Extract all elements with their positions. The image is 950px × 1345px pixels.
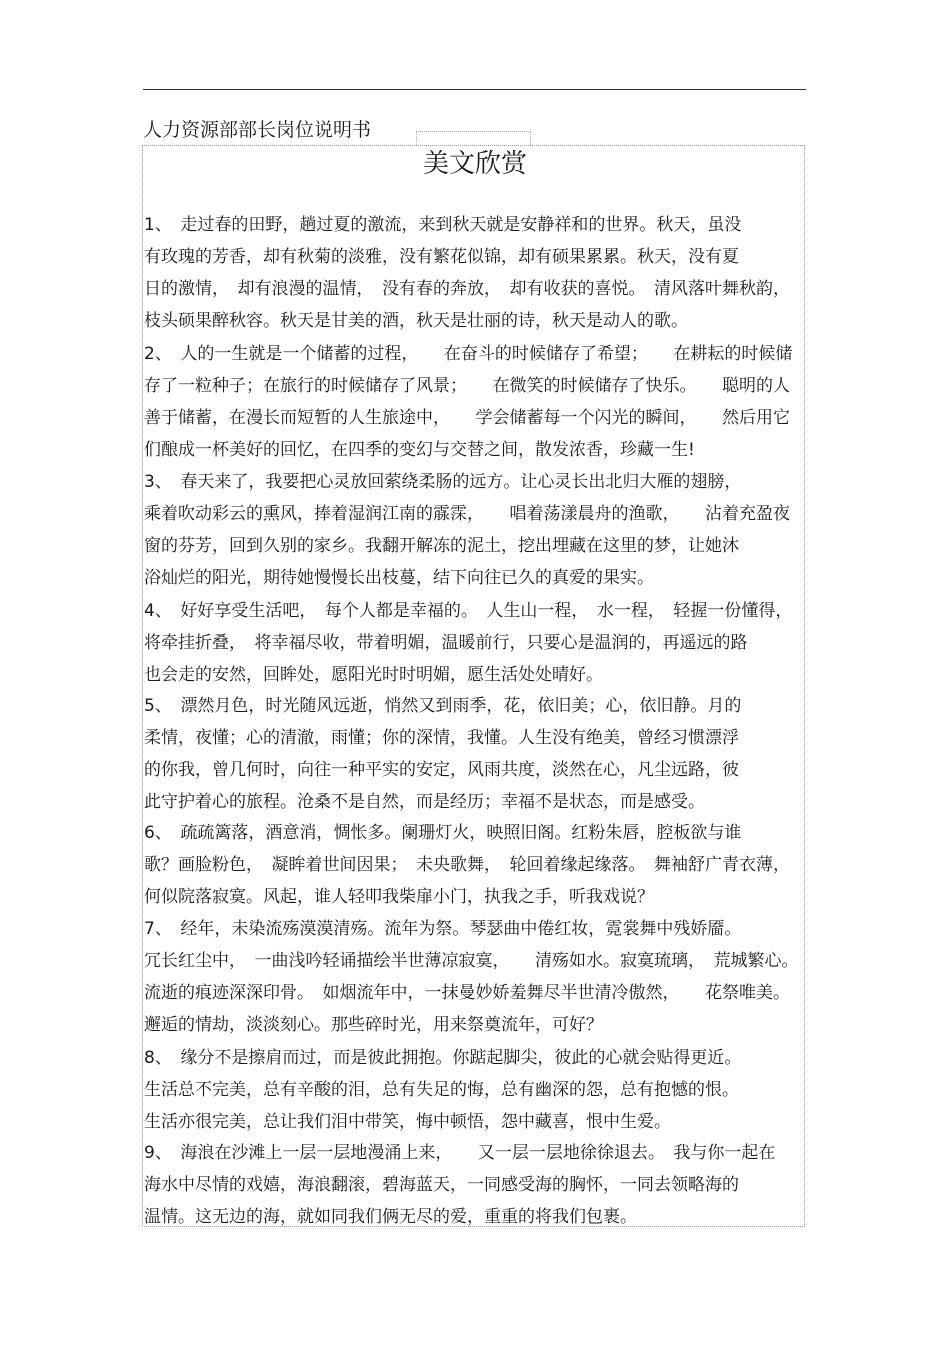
paragraph-line: 柔情，夜懂；心的清澈，雨懂；你的深情，我懂。人生没有绝美，曾经习惯漂浮 <box>144 728 739 748</box>
paragraph-line: 枝头硕果醉秋容。秋天是甘美的酒，秋天是壮丽的诗，秋天是动人的歌。 <box>144 311 688 331</box>
paragraph-line: 海水中尽情的戏嬉，海浪翻滚，碧海蓝天，一同感受海的胸怀，一同去领略海的 <box>144 1175 739 1195</box>
paragraph-line: 窗的芬芳，回到久别的家乡。我翻开解冻的泥土，挖出埋藏在这里的梦，让她沐 <box>144 536 739 556</box>
paragraph-line: 的你我，曾几何时，向往一种平实的安定，风雨共度，淡然在心，凡尘远路，彼 <box>144 760 739 780</box>
paragraph-line: 歌？画脸粉色， 凝眸着世间因果； 未央歌舞， 轮回着缘起缘落。 舞袖舒广青衣薄， <box>144 855 790 875</box>
paragraph-line: 冗长红尘中， 一曲浅吟轻诵描绘半世薄凉寂寞， 清殇如水。寂寞琉璃， 荒城繁心。 <box>144 951 799 971</box>
paragraph-9 <box>144 1137 808 1233</box>
paragraph-line: 乘着吹动彩云的熏风，捧着湿润江南的霡霂， 唱着荡漾晨舟的渔歌， 沾着充盈夜 <box>144 504 790 524</box>
paragraph-line: 流逝的痕迹深深印骨。 如烟流年中，一抹曼妙娇羞舞尽半世清冷傲然， 花祭唯美。 <box>144 983 790 1003</box>
paragraph-line: 也会走的安然，回眸处，愿阳光时时明媚，愿生活处处晴好。 <box>144 665 603 685</box>
paragraph-4 <box>144 595 808 691</box>
paragraph-line: 邂逅的情劫，淡淡刻心。那些碎时光，用来祭奠流年，可好？ <box>144 1015 603 1035</box>
paragraph-line: 7、 经年，未染流殇漠漠清殇。流年为祭。琴瑟曲中倦红妆，霓裳舞中残娇靥。 <box>144 919 742 939</box>
paragraph-line: 存了一粒种子；在旅行的时候储存了风景； 在微笑的时候储存了快乐。 聪明的人 <box>144 376 790 396</box>
paragraph-line: 何似院落寂寞。风起，谁人轻叩我柴扉小门，执我之手，听我戏说？ <box>144 887 654 907</box>
paragraph-line: 3、 春天来了，我要把心灵放回萦绕柔肠的远方。让心灵长出北归大雁的翅膀， <box>144 472 742 492</box>
paragraph-line: 2、 人的一生就是一个储蓄的过程， 在奋斗的时候储存了希望； 在耕耘的时候储 <box>144 344 793 364</box>
paragraph-line: 9、 海浪在沙滩上一层一层地漫涌上来， 又一层一层地徐徐退去。 我与你一起在 <box>144 1143 776 1163</box>
paragraph-line: 此守护着心的旅程。沧桑不是自然，而是经历；幸福不是状态，而是感受。 <box>144 792 705 812</box>
paragraph-1 <box>144 209 808 337</box>
paragraph-line: 善于储蓄，在漫长而短暂的人生旅途中， 学会储蓄每一个闪光的瞬间， 然后用它 <box>144 408 790 428</box>
paragraph-line: 日的激情， 却有浪漫的温情， 没有春的奔放， 却有收获的喜悦。 清风落叶舞秋韵， <box>144 279 790 299</box>
paragraph-line: 8、 缘分不是擦肩而过，而是彼此拥抱。你踮起脚尖，彼此的心就会贴得更近。 <box>144 1048 742 1068</box>
paragraph-line: 有玫瑰的芳香，却有秋菊的淡雅，没有繁花似锦，却有硕果累累。秋天，没有夏 <box>144 247 739 267</box>
document-title: 人力资源部部长岗位说明书 <box>143 119 372 141</box>
paragraph-2 <box>144 338 808 466</box>
paragraph-line: 温情。这无边的海，就如同我们俩无尽的爱，重重的将我们包裹。 <box>144 1207 637 1227</box>
paragraph-line: 们酿成一杯美好的回忆，在四季的变幻与交替之间，散发浓香，珍藏一生! <box>144 440 695 460</box>
top-rule <box>143 89 806 90</box>
paragraph-5 <box>144 690 808 818</box>
paragraph-6 <box>144 817 808 913</box>
paragraph-line: 1、 走过春的田野，趟过夏的激流，来到秋天就是安静祥和的世界。秋天，虽没 <box>144 215 742 235</box>
frame-tab <box>416 131 531 145</box>
paragraph-line: 将牵挂折叠， 将幸福尽收，带着明媚，温暖前行，只要心是温润的，再遥远的路 <box>144 633 748 653</box>
paragraph-line: 浴灿烂的阳光，期待她慢慢长出枝蔓，结下向往已久的真爱的果实。 <box>144 568 654 588</box>
paragraph-8 <box>144 1042 808 1138</box>
paragraph-line: 6、 疏疏篱落，酒意消，惆怅多。阑珊灯火，映照旧阁。红粉朱唇，腔板欲与谁 <box>144 823 742 843</box>
section-title: 美文欣赏 <box>422 149 527 179</box>
paragraph-line: 5、 漂然月色，时光随风远逝，悄然又到雨季，花，依旧美；心，依旧静。月的 <box>144 696 742 716</box>
paragraph-line: 生活亦很完美，总让我们泪中带笑，悔中顿悟，怨中藏喜，恨中生爱。 <box>144 1112 671 1132</box>
paragraph-line: 生活总不完美，总有辛酸的泪，总有失足的悔，总有幽深的怨，总有抱憾的恨。 <box>144 1080 739 1100</box>
paragraph-line: 4、 好好享受生活吧， 每个人都是幸福的。 人生山一程， 水一程， 轻握一份懂得， <box>144 601 793 621</box>
paragraph-3 <box>144 466 808 594</box>
paragraph-7 <box>144 913 808 1041</box>
